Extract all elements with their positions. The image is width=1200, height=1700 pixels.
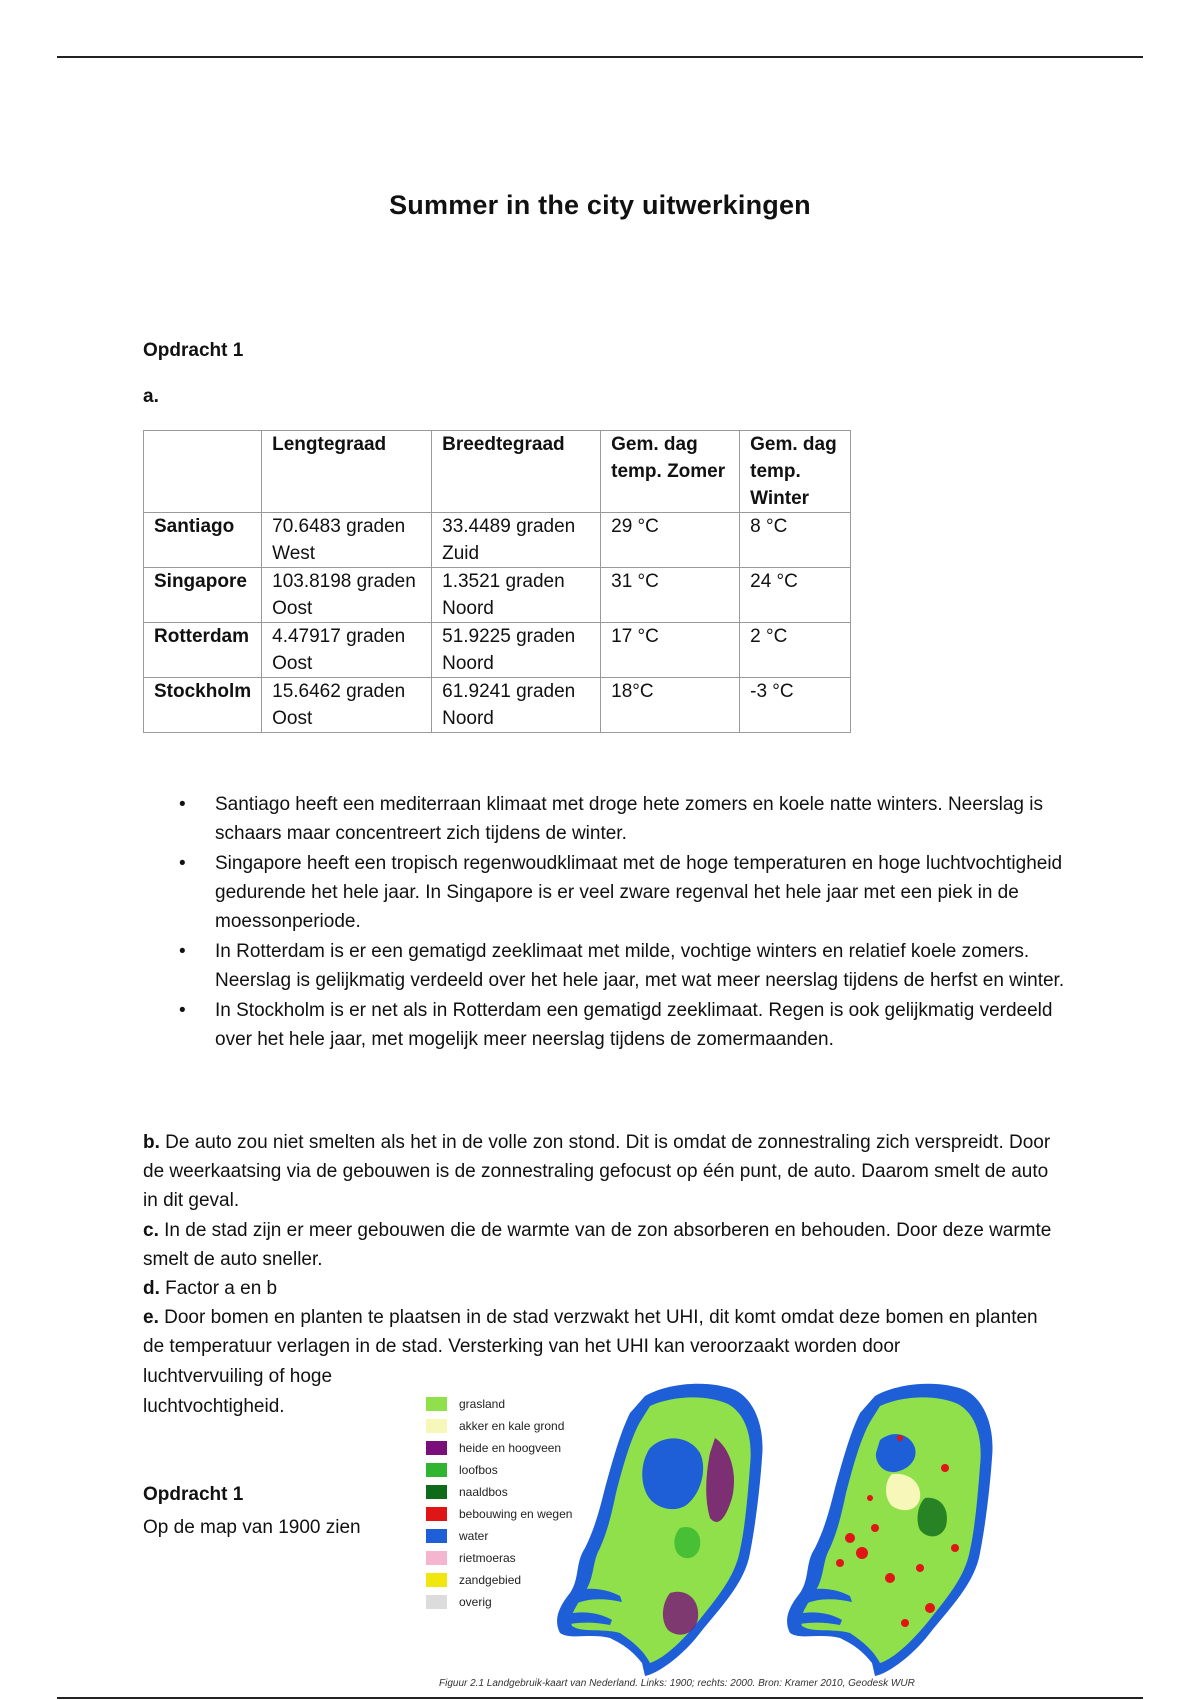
legend-swatch	[426, 1595, 447, 1609]
map-2000	[787, 1384, 992, 1676]
table-cell: 29 °C	[601, 513, 740, 568]
document-title: Summer in the city uitwerkingen	[389, 190, 811, 220]
answer-d-text: Factor a en b	[165, 1278, 278, 1299]
legend-item: heide en hoogveen	[426, 1437, 572, 1459]
netherlands-land-use-maps	[550, 1378, 1050, 1678]
answer-b	[143, 1128, 1063, 1215]
table-cell: 61.9241 graden Noord	[432, 678, 601, 733]
table-cell: 17 °C	[601, 623, 740, 678]
list-item-text: In Stockholm is er net als in Rotterdam een gematigd zeeklimaat. Regen is ook gelijkmatig verdeeld over het hele jaar, met mogelijk meer neerslag tijdens de zomermaanden.	[215, 1000, 1053, 1050]
answer-e-text: Door bomen en planten te plaatsen in de stad verzwakt het UHI, dit komt omdat deze bomen en planten de temperatuur verlagen in de stad. Versterking van het UHI kan veroorzaakt worden door	[143, 1307, 1038, 1357]
table-header-cell: Gem. dag temp. Zomer	[601, 431, 740, 513]
map-1900-forest	[674, 1527, 700, 1558]
answer-c	[143, 1216, 1063, 1274]
legend-swatch	[426, 1397, 447, 1411]
legend-item: loofbos	[426, 1459, 572, 1481]
section-heading-opdracht-1-second: Opdracht 1	[143, 1484, 244, 1505]
table-row	[144, 568, 851, 623]
table-cell: 51.9225 graden Noord	[432, 623, 601, 678]
table-cell: 70.6483 graden West	[262, 513, 432, 568]
table-header-cell: Gem. dag temp. Winter	[740, 431, 851, 513]
table-cell-city: Santiago	[144, 513, 262, 568]
legend-swatch	[426, 1463, 447, 1477]
answer-e-continued-2: luchtvochtigheid.	[143, 1396, 285, 1417]
legend-item: overig	[426, 1591, 572, 1613]
figure-caption: Figuur 2.1 Landgebruik-kaart van Nederland. Links: 1900; rechts: 2000. Bron: Kramer 2010, Geodesk WUR	[439, 1678, 915, 1689]
climate-table	[143, 430, 851, 733]
list-item-text: Singapore heeft een tropisch regenwoudklimaat met de hoge temperaturen en hoge luchtvochtigheid gedurende het hele jaar. In Singapore is er veel zware regenval het hele jaar met een piek in de moessonperiode.	[215, 853, 1063, 932]
section2-text: Op de map van 1900 zien	[143, 1517, 361, 1538]
part-a-label: a.	[143, 386, 159, 407]
header-rule	[57, 56, 1143, 58]
table-cell: 33.4489 graden Zuid	[432, 513, 601, 568]
bullet-icon: •	[179, 941, 186, 962]
table-cell-city: Rotterdam	[144, 623, 262, 678]
legend-item: grasland	[426, 1393, 572, 1415]
table-cell-city: Stockholm	[144, 678, 262, 733]
table-cell-city: Singapore	[144, 568, 262, 623]
legend-swatch	[426, 1485, 447, 1499]
answer-e	[143, 1303, 1063, 1361]
bullet-icon: •	[179, 853, 186, 874]
table-cell: 1.3521 graden Noord	[432, 568, 601, 623]
legend-swatch	[426, 1419, 447, 1433]
table-row	[144, 623, 851, 678]
legend-item: zandgebied	[426, 1569, 572, 1591]
list-item	[175, 996, 1075, 1054]
table-cell: 18°C	[601, 678, 740, 733]
table-cell: 15.6462 graden Oost	[262, 678, 432, 733]
legend-item: naaldbos	[426, 1481, 572, 1503]
answer-b-label: b.	[143, 1132, 160, 1153]
legend-item: bebouwing en wegen	[426, 1503, 572, 1525]
climate-bullet-list	[175, 790, 1075, 1055]
bullet-icon: •	[179, 794, 186, 815]
table-cell: 2 °C	[740, 623, 851, 678]
legend-swatch	[426, 1573, 447, 1587]
table-cell: 4.47917 graden Oost	[262, 623, 432, 678]
footer-rule	[57, 1697, 1143, 1699]
legend-swatch	[426, 1507, 447, 1521]
table-header-cell	[144, 431, 262, 513]
table-cell: 31 °C	[601, 568, 740, 623]
answer-c-text: In de stad zijn er meer gebouwen die de warmte van de zon absorberen en behouden. Door deze warmte smelt de auto sneller.	[143, 1220, 1052, 1270]
legend-item: water	[426, 1525, 572, 1547]
legend-swatch	[426, 1529, 447, 1543]
legend-swatch	[426, 1551, 447, 1565]
table-cell: 103.8198 graden Oost	[262, 568, 432, 623]
table-cell: -3 °C	[740, 678, 851, 733]
table-cell: 8 °C	[740, 513, 851, 568]
table-row	[144, 678, 851, 733]
answer-c-label: c.	[143, 1220, 159, 1241]
legend-swatch	[426, 1441, 447, 1455]
answer-b-text: De auto zou niet smelten als het in de volle zon stond. Dit is omdat de zonnestraling zich verspreidt. Door de weerkaatsing via de gebouwen is de zonnestraling gefocust op één punt, de auto. Daarom smelt de auto in dit geval.	[143, 1132, 1051, 1211]
section-heading-opdracht-1: Opdracht 1	[143, 340, 244, 361]
list-item-text: In Rotterdam is er een gematigd zeeklimaat met milde, vochtige winters en relatief koele zomers. Neerslag is gelijkmatig verdeeld over het hele jaar, met wat meer neerslag tijdens de herfst en winter.	[215, 941, 1065, 991]
list-item	[175, 937, 1075, 995]
answer-d	[143, 1274, 1063, 1303]
list-item	[175, 790, 1075, 848]
answer-e-label: e.	[143, 1307, 159, 1328]
list-item	[175, 849, 1075, 936]
table-row	[144, 513, 851, 568]
table-header-row	[144, 431, 851, 513]
list-item-text: Santiago heeft een mediterraan klimaat met droge hete zomers en koele natte winters. Neerslag is schaars maar concentreert zich tijdens de winter.	[215, 794, 1044, 844]
table-cell: 24 °C	[740, 568, 851, 623]
answer-e-continued: luchtvervuiling of hoge	[143, 1366, 333, 1387]
legend-item: rietmoeras	[426, 1547, 572, 1569]
bullet-icon: •	[179, 1000, 186, 1021]
answer-d-label: d.	[143, 1278, 160, 1299]
map-1900	[557, 1384, 762, 1676]
table-header-cell: Breedtegraad	[432, 431, 601, 513]
table-header-cell: Lengtegraad	[262, 431, 432, 513]
legend-item: akker en kale grond	[426, 1415, 572, 1437]
